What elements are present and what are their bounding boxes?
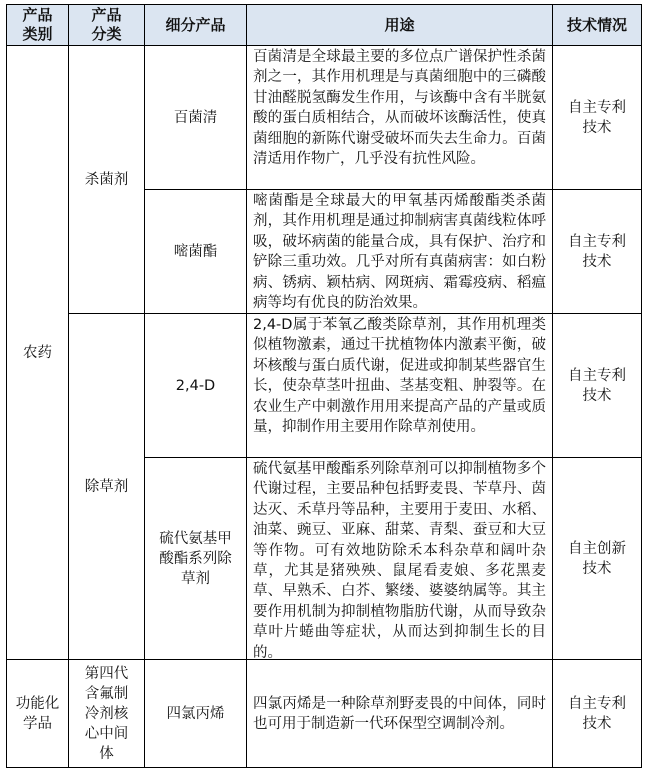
usage-thiocarbamate: 硫代氨基甲酸酯系列除草剂可以抑制植物多个代谢过程，主要品种包括野麦畏、苄草丹、茵达灭、禾草丹等品种，主要用于麦田、水稻、油菜、豌豆、亚麻、甜菜、青梨、蚕豆和大豆等作物。可有效地防除禾本科杂草和阔叶杂草，尤其是猪殃殃、鼠尾看麦娘、多花黑麦草、早熟禾、白芥、繁缕、婆婆纳属等。其主要作用机制为抑制植物脂肪代谢，从而导致杂草叶片蜷曲等症状，从而达到抑制生长的目的。 — [247, 458, 553, 660]
class-refrigerant-intermediate: 第四代 含氟制 冷剂核 心中间 体 — [69, 660, 145, 768]
class-fungicide: 杀菌剂 — [69, 46, 145, 314]
tech-tetrachloropropene: 自主专利 技术 — [553, 660, 642, 768]
sub-product-thiocarbamate: 硫代氨基甲 酸酯系列除 草剂 — [145, 458, 247, 660]
header-tech: 技术情况 — [553, 4, 642, 46]
header-usage: 用途 — [247, 4, 553, 46]
sub-product-tetrachloropropene: 四氯丙烯 — [145, 660, 247, 768]
usage-tetrachloropropene: 四氯丙烯是一种除草剂野麦畏的中间体，同时也可用于制造新一代环保型空调制冷剂。 — [247, 660, 553, 768]
usage-azoxystrobin: 嘧菌酯是全球最大的甲氧基丙烯酸酯类杀菌剂，其作用机理是通过抑制病害真菌线粒体呼吸，破坏病菌的能量合成，具有保护、治疗和铲除三重功效。几乎对所有真菌病害：如白粉病、锈病、颖枯病、网斑病、霜霉疫病、稻瘟病等均有优良的防治效果。 — [247, 190, 553, 314]
tech-chlorothalonil: 自主专利 技术 — [553, 46, 642, 190]
header-sub-product: 细分产品 — [145, 4, 247, 46]
header-product-class: 产品 分类 — [69, 4, 145, 46]
sub-product-2-4-d: 2,4-D — [145, 314, 247, 458]
tech-thiocarbamate: 自主创新 技术 — [553, 458, 642, 660]
usage-chlorothalonil: 百菌清是全球最主要的多位点广谱保护性杀菌剂之一，其作用机理是与真菌细胞中的三磷酸甘油醛脱氢酶发生作用，与该酶中含有半胱氨酸的蛋白质相结合，从而破坏该酶活性，使真菌细胞的新陈代谢受破坏而失去生命力。百菌清适用作物广，几乎没有抗性风险。 — [247, 46, 553, 190]
category-pesticide: 农药 — [6, 46, 69, 660]
sub-product-azoxystrobin: 嘧菌酯 — [145, 190, 247, 314]
sub-product-chlorothalonil: 百菌清 — [145, 46, 247, 190]
header-category: 产品 类别 — [6, 4, 69, 46]
class-herbicide: 除草剂 — [69, 314, 145, 660]
usage-2-4-d: 2,4-D属于苯氧乙酸类除草剂，其作用机理类似植物激素，通过干扰植物体内激素平衡，破坏核酸与蛋白质代谢，促进或抑制某些器官生长，使杂草茎叶扭曲、茎基变粗、肿裂等。在农业生产中刺激作用用来提高产品的产量或质量，抑制作用主要用作除草剂使用。 — [247, 314, 553, 458]
category-functional-chemicals: 功能化 学品 — [6, 660, 69, 768]
tech-2-4-d: 自主专利 技术 — [553, 314, 642, 458]
tech-azoxystrobin: 自主专利 技术 — [553, 190, 642, 314]
